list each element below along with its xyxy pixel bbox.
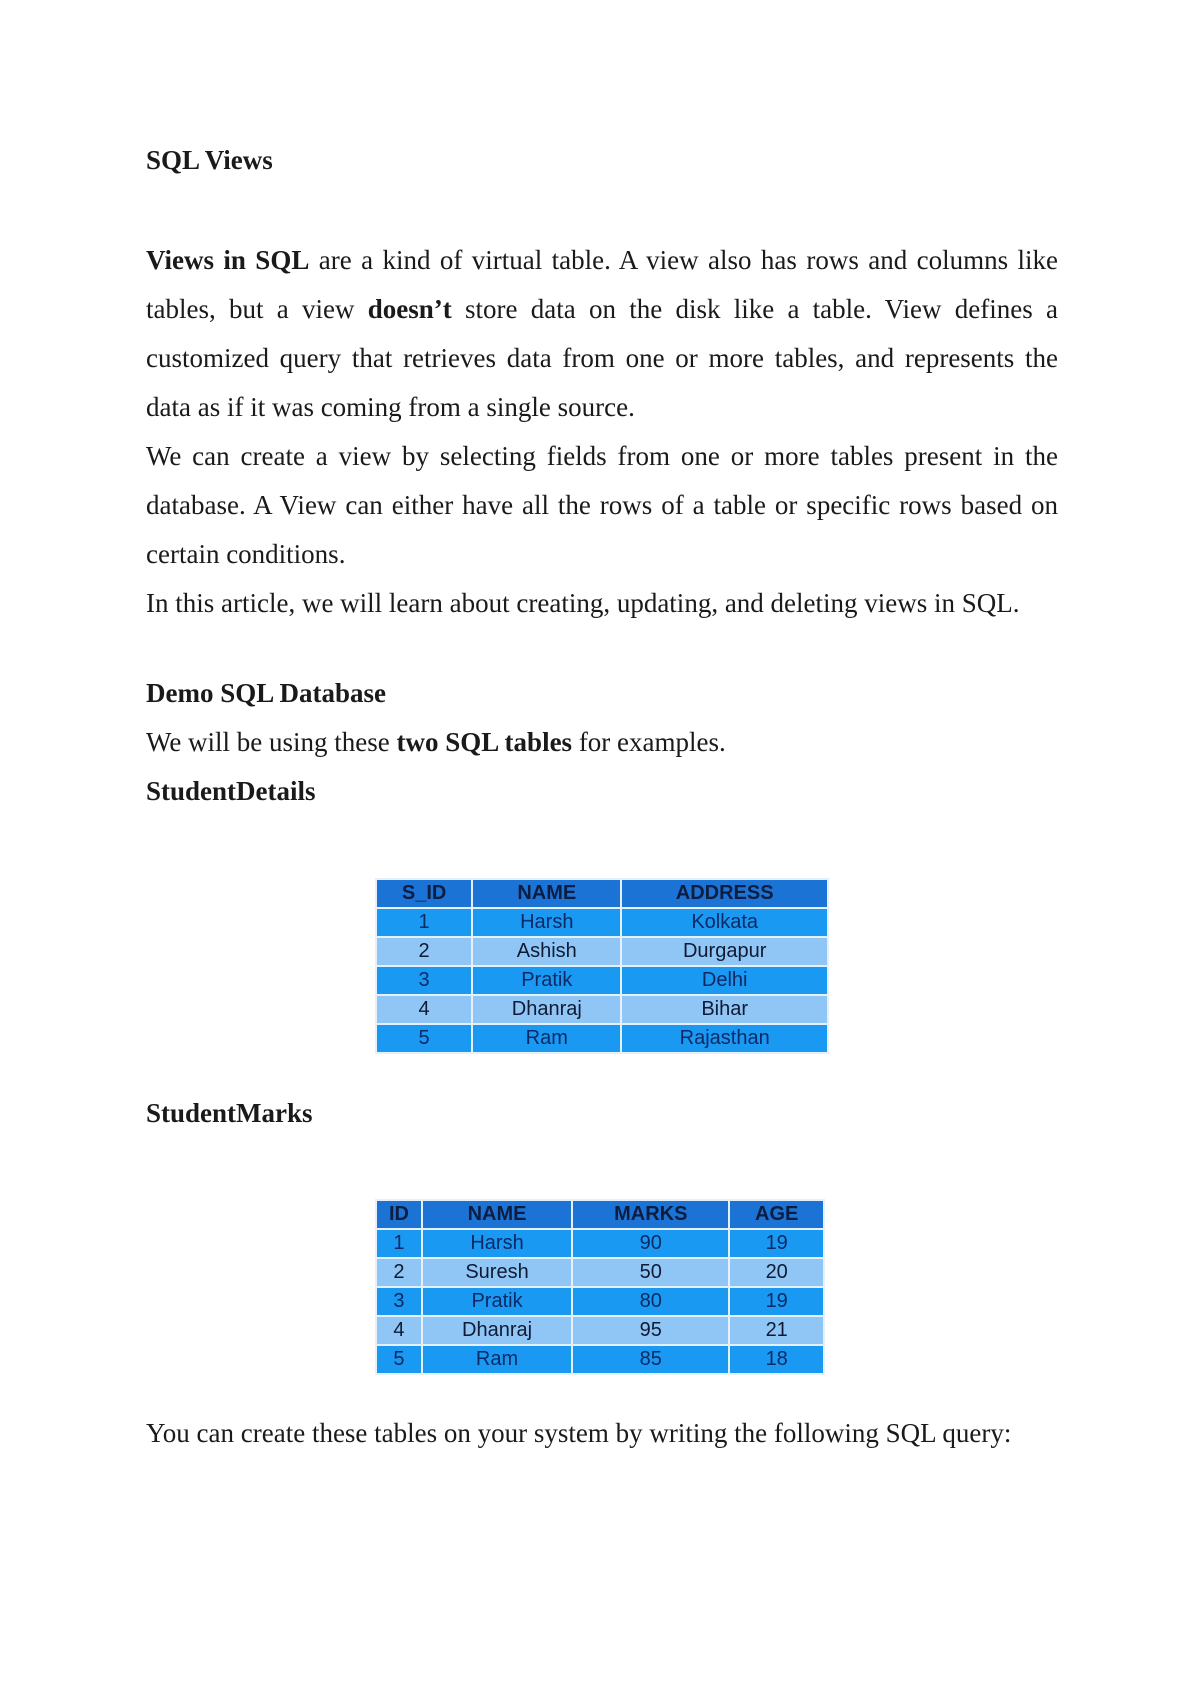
table-cell: Harsh [422,1229,572,1258]
table-cell: Delhi [621,966,828,995]
table-cell: Ram [472,1024,621,1053]
table-cell: Kolkata [621,908,828,937]
table-cell: 1 [376,908,472,937]
column-header: AGE [729,1200,824,1229]
table-cell: Bihar [621,995,828,1024]
table-cell: 3 [376,1287,422,1316]
table-cell: Pratik [472,966,621,995]
table-cell: Ram [422,1345,572,1374]
table-cell: 4 [376,1316,422,1345]
table-row [376,1229,824,1258]
table-cell: 2 [376,937,472,966]
table-row [376,1024,828,1053]
table-cell: Rajasthan [621,1024,828,1053]
table-cell: 20 [729,1258,824,1287]
table-cell: 5 [376,1024,472,1053]
column-header: ID [376,1200,422,1229]
intro-bold-word: doesn’t [367,294,452,324]
table-cell: Dhanraj [472,995,621,1024]
student-details-table [375,878,829,1054]
table-row [376,995,828,1024]
closing-paragraph: You can create these tables on your system by writing the following SQL query: [146,1418,1012,1448]
table-cell: 3 [376,966,472,995]
table-cell: Harsh [472,908,621,937]
views-paragraph: We can create a view by selecting fields from one or more tables present in the database. A View can either have all the rows of a table or specific rows based on certain conditions. [146,441,1058,569]
table-cell: 2 [376,1258,422,1287]
intro-lead-rest: are a kind of virtual table. A view also has rows and columns like tables, but a view [146,245,1058,324]
table-cell: Suresh [422,1258,572,1287]
demo-text-after: for examples. [572,727,726,757]
table-cell: 1 [376,1229,422,1258]
table-cell: 19 [729,1229,824,1258]
table-cell: 95 [572,1316,729,1345]
table-cell: Pratik [422,1287,572,1316]
table-cell: Ashish [472,937,621,966]
table-row [376,1258,824,1287]
demo-text-bold: two SQL tables [396,727,573,757]
demo-paragraph [146,727,726,758]
page-title: SQL Views [146,145,273,175]
column-header: S_ID [376,879,472,908]
table-row [376,1316,824,1345]
article-paragraph: In this article, we will learn about creating, updating, and deleting views in SQL. [146,588,1020,618]
table-cell: 4 [376,995,472,1024]
student-marks-table [375,1199,825,1375]
column-header: NAME [472,879,621,908]
table-cell: Durgapur [621,937,828,966]
table-cell: 18 [729,1345,824,1374]
table-row [376,966,828,995]
student-marks-heading: StudentMarks [146,1098,313,1128]
table-header-row [376,879,828,908]
table-row [376,1345,824,1374]
column-header: ADDRESS [621,879,828,908]
table-header-row [376,1200,824,1229]
table-cell: Dhanraj [422,1316,572,1345]
table-cell: 85 [572,1345,729,1374]
table-row [376,908,828,937]
table-cell: 5 [376,1345,422,1374]
table-row [376,937,828,966]
column-header: NAME [422,1200,572,1229]
table-cell: 80 [572,1287,729,1316]
intro-lead-bold: Views in SQL [146,245,310,275]
intro-rest: store data on the disk like a table. View defines a customized query that retrieves data from one or more tables, and represents the data as if it was coming from a single source. [146,294,1058,422]
table-cell: 21 [729,1316,824,1345]
student-details-heading: StudentDetails [146,776,316,806]
intro-paragraph [146,236,1058,432]
demo-text-before: We will be using these [146,727,397,757]
table-cell: 90 [572,1229,729,1258]
demo-heading: Demo SQL Database [146,678,387,708]
table-cell: 50 [572,1258,729,1287]
column-header: MARKS [572,1200,729,1229]
table-row [376,1287,824,1316]
table-cell: 19 [729,1287,824,1316]
